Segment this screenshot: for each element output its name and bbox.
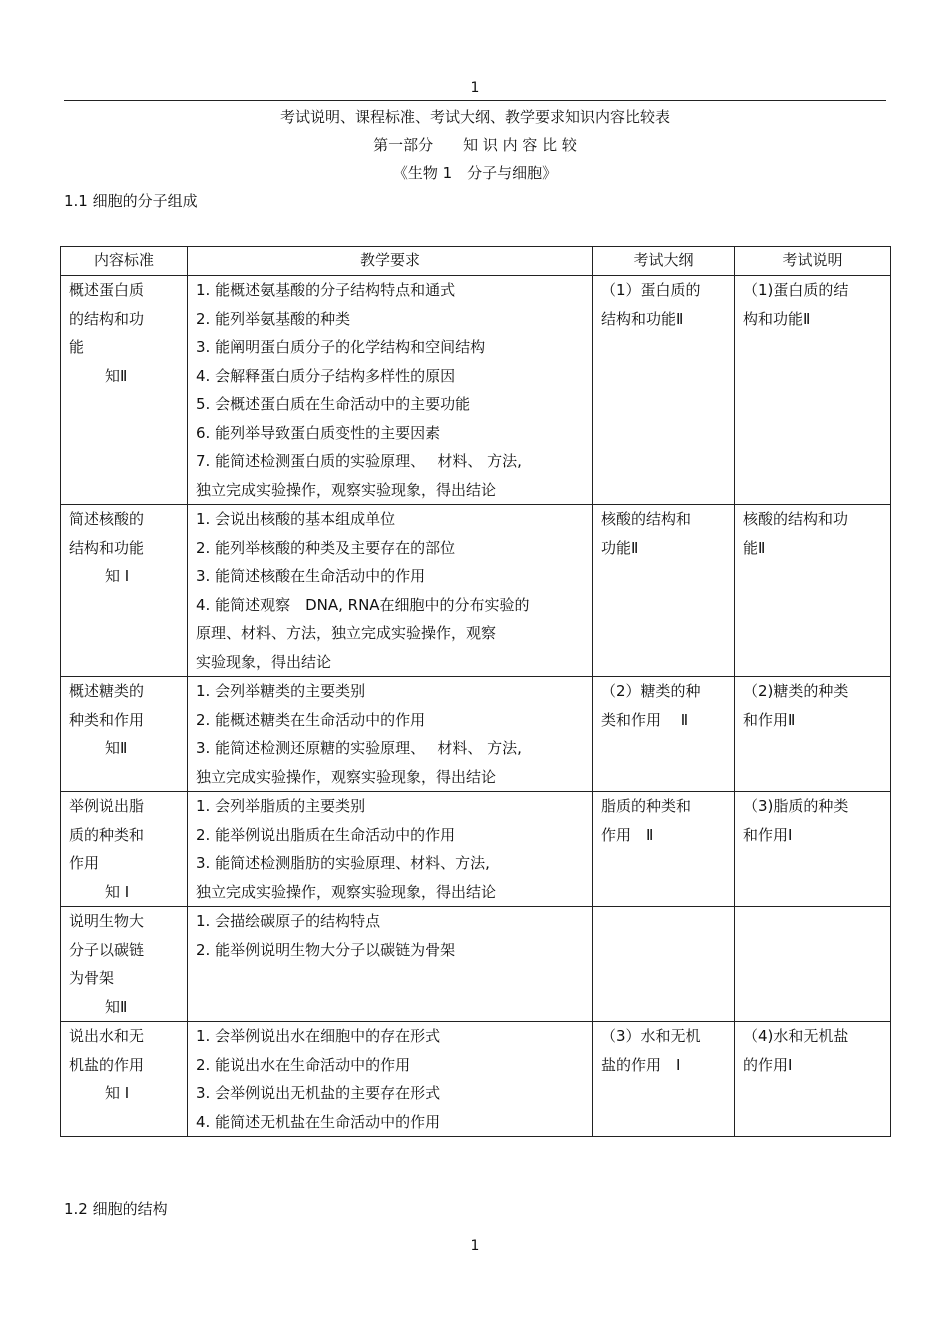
table-body [61, 276, 891, 1137]
syllabus-text: （3）水和无机 [601, 1027, 701, 1045]
requirement-item: 4. 会解释蛋白质分子结构多样性的原因 [196, 366, 456, 385]
explanation-cell [735, 276, 891, 505]
section-heading-1-2: 1.2 细胞的结构 [64, 1200, 168, 1218]
explanation-cell [735, 677, 891, 792]
explanation-cell [735, 1022, 891, 1137]
standard-text: 质的种类和 [69, 825, 145, 844]
explanation-text: 核酸的结构和功 [743, 510, 849, 528]
syllabus-text: 核酸的结构和 [601, 510, 692, 528]
requirement-item: 独立完成实验操作，观察实验现象，得出结论 [196, 480, 497, 499]
requirement-item: 5. 会概述蛋白质在生命活动中的主要功能 [196, 395, 471, 413]
requirement-item: 2. 能列举氨基酸的种类 [196, 309, 351, 328]
standard-text: 概述糖类的 [69, 682, 145, 700]
table-row [61, 276, 891, 505]
content-standard-cell [61, 907, 188, 1022]
header-rule [64, 100, 886, 101]
syllabus-cell [593, 505, 735, 677]
requirement-item: 2. 能说出水在生命活动中的作用 [196, 1055, 411, 1074]
standard-text: 的结构和功 [69, 309, 145, 328]
syllabus-cell [593, 677, 735, 792]
explanation-cell [735, 907, 891, 1022]
explanation-text: 构和功能Ⅱ [743, 309, 811, 328]
syllabus-text: 脂质的种类和 [601, 797, 692, 815]
requirement-item: 2. 能概述糖类在生命活动中的作用 [196, 710, 426, 729]
knowledge-level: 知 Ⅰ [105, 1084, 130, 1102]
table-header-row [61, 247, 891, 276]
standard-text: 作用 [69, 854, 100, 872]
header-exam-syllabus: 考试大纲 [593, 247, 735, 276]
content-standard-cell [61, 505, 188, 677]
requirement-item: 2. 能列举核酸的种类及主要存在的部位 [196, 538, 456, 557]
standard-text: 能 [69, 338, 85, 356]
syllabus-cell [593, 907, 735, 1022]
standard-text: 举例说出脂 [69, 797, 145, 815]
standard-text: 简述核酸的 [69, 510, 145, 528]
content-standard-cell [61, 792, 188, 907]
requirement-item: 3. 能阐明蛋白质分子的化学结构和空间结构 [196, 338, 486, 356]
requirements-cell [188, 677, 593, 792]
requirement-item: 3. 能简述核酸在生命活动中的作用 [196, 567, 426, 585]
syllabus-text: （2）糖类的种 [601, 682, 701, 700]
requirement-item: 独立完成实验操作，观察实验现象，得出结论 [196, 767, 497, 786]
section-heading-1-1: 1.1 细胞的分子组成 [64, 192, 198, 210]
header-content-standard: 内容标准 [61, 247, 188, 276]
table-row [61, 505, 891, 677]
requirement-item: 4. 能简述观察 DNA, RNA在细胞中的分布实验的 [196, 595, 530, 614]
requirement-item: 独立完成实验操作，观察实验现象，得出结论 [196, 882, 497, 901]
explanation-text: 能Ⅱ [743, 538, 766, 557]
requirement-item: 3. 能简述检测脂肪的实验原理、材料、方法, [196, 854, 490, 872]
knowledge-level: 知Ⅱ [105, 997, 128, 1016]
header-exam-explanation: 考试说明 [735, 247, 891, 276]
requirement-item: 6. 能列举导致蛋白质变性的主要因素 [196, 423, 441, 442]
explanation-text: （1)蛋白质的结 [743, 281, 849, 299]
requirements-cell [188, 505, 593, 677]
header-teaching-requirements: 教学要求 [188, 247, 593, 276]
syllabus-text: 盐的作用 Ⅰ [601, 1055, 681, 1074]
requirement-item: 1. 能概述氨基酸的分子结构特点和通式 [196, 281, 456, 299]
table-row [61, 792, 891, 907]
requirements-cell [188, 907, 593, 1022]
requirement-item: 4. 能简述无机盐在生命活动中的作用 [196, 1112, 441, 1131]
explanation-text: 的作用Ⅰ [743, 1055, 793, 1074]
syllabus-cell [593, 792, 735, 907]
requirement-item: 实验现象，得出结论 [196, 652, 332, 671]
requirements-cell [188, 276, 593, 505]
syllabus-cell [593, 276, 735, 505]
knowledge-level: 知Ⅱ [105, 366, 128, 385]
standard-text: 为骨架 [69, 969, 115, 987]
syllabus-text: 作用 Ⅱ [601, 825, 654, 844]
knowledge-level: 知 Ⅰ [105, 567, 130, 585]
standard-text: 结构和功能 [69, 538, 145, 557]
explanation-text: （4)水和无机盐 [743, 1027, 849, 1045]
requirement-item: 1. 会举例说出水在细胞中的存在形式 [196, 1027, 441, 1045]
table-row [61, 1022, 891, 1137]
knowledge-level: 知 Ⅰ [105, 882, 130, 901]
content-standard-cell [61, 1022, 188, 1137]
requirement-item: 1. 会列举脂质的主要类别 [196, 797, 366, 815]
requirement-item: 1. 会列举糖类的主要类别 [196, 682, 366, 700]
table-row [61, 677, 891, 792]
page-number-top: 1 [470, 80, 480, 96]
syllabus-text: 结构和功能Ⅱ [601, 309, 684, 328]
requirement-item: 原理、材料、方法，独立完成实验操作，观察 [196, 624, 497, 642]
standard-text: 种类和作用 [69, 710, 145, 729]
standard-text: 机盐的作用 [69, 1055, 145, 1074]
standard-text: 分子以碳链 [69, 940, 145, 959]
requirement-item: 2. 能举例说出脂质在生命活动中的作用 [196, 825, 456, 844]
requirement-item: 1. 会描绘碳原子的结构特点 [196, 912, 381, 930]
explanation-text: （2)糖类的种类 [743, 682, 849, 700]
syllabus-text: 功能Ⅱ [601, 538, 639, 557]
standard-text: 说出水和无 [69, 1027, 145, 1045]
content-standard-cell [61, 276, 188, 505]
syllabus-text: （1）蛋白质的 [601, 281, 701, 299]
comparison-table [60, 246, 891, 1137]
requirement-item: 3. 会举例说出无机盐的主要存在形式 [196, 1084, 441, 1102]
explanation-text: 和作用Ⅱ [743, 710, 796, 729]
content-standard-cell [61, 677, 188, 792]
syllabus-text: 类和作用 Ⅱ [601, 710, 689, 729]
syllabus-cell [593, 1022, 735, 1137]
requirements-cell [188, 1022, 593, 1137]
requirement-item: 2. 能举例说明生物大分子以碳链为骨架 [196, 940, 456, 959]
knowledge-level: 知Ⅱ [105, 739, 128, 757]
document-title: 考试说明、课程标准、考试大纲、教学要求知识内容比较表 [279, 108, 670, 126]
requirement-item: 1. 会说出核酸的基本组成单位 [196, 510, 396, 528]
explanation-text: （3)脂质的种类 [743, 797, 849, 815]
table-row [61, 907, 891, 1022]
explanation-text: 和作用Ⅰ [743, 825, 793, 844]
part-subtitle: 第一部分 知 识 内 容 比 较 [373, 136, 577, 154]
explanation-cell [735, 505, 891, 677]
requirement-item: 7. 能简述检测蛋白质的实验原理、 材料、 方法, [196, 452, 522, 470]
page-number-bottom: 1 [470, 1238, 480, 1254]
requirement-item: 3. 能简述检测还原糖的实验原理、 材料、 方法, [196, 739, 522, 757]
book-title: 《生物 1 分子与细胞》 [392, 164, 558, 182]
explanation-cell [735, 792, 891, 907]
standard-text: 概述蛋白质 [69, 281, 145, 299]
standard-text: 说明生物大 [69, 912, 145, 930]
requirements-cell [188, 792, 593, 907]
